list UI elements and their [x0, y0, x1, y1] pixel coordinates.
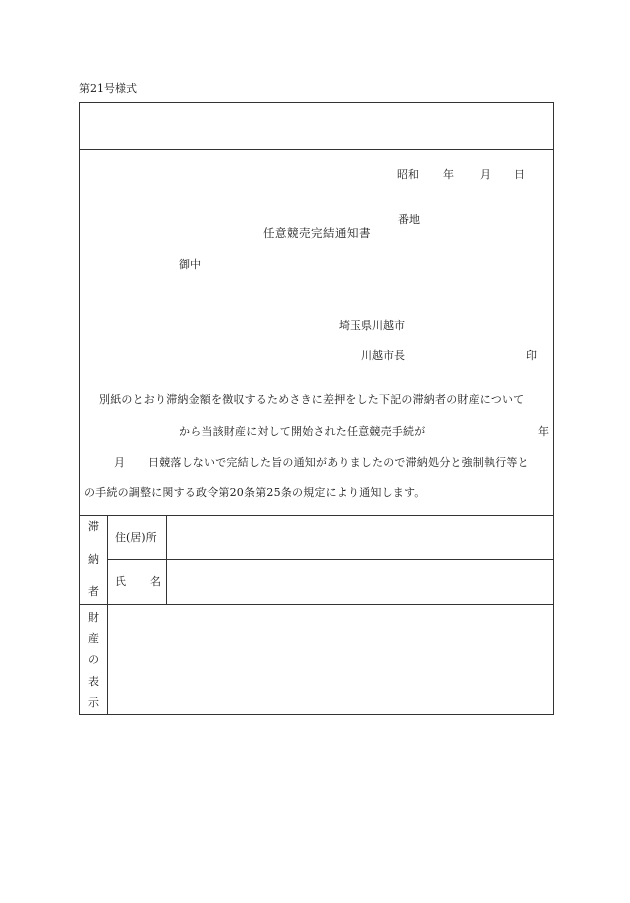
body-line-4: の手続の調整に関する政令第20条第25条の規定により通知します。	[84, 486, 426, 499]
address-row-divider	[107, 559, 553, 560]
name-label-second: 名	[150, 575, 161, 588]
body-line-1: 別紙のとおり滞納金額を徴収するためさきに差押をした下記の滞納者の財産について	[99, 393, 525, 406]
date-year: 年	[443, 168, 454, 181]
delinquent-label-char: 滞	[88, 520, 99, 533]
table-top-divider	[80, 515, 553, 516]
body-line-3-month: 月	[114, 456, 126, 469]
body-line-3: 日競落しないで完結した旨の通知がありましたので滞納処分と強制執行等と	[148, 456, 529, 469]
label-column-divider	[107, 515, 108, 714]
delinquent-label-char: 納	[88, 553, 99, 566]
document-title: 任意競売完結通知書	[263, 226, 371, 240]
name-label-first: 氏	[115, 575, 126, 588]
body-line-2-year: 年	[538, 425, 550, 438]
property-label-char: の	[88, 653, 99, 666]
property-label-char: 表	[88, 675, 99, 688]
property-section-divider	[80, 604, 553, 605]
sender-title: 川越市長	[361, 349, 405, 362]
address-label: 住(居)所	[115, 531, 157, 544]
sender-office: 埼玉県川越市	[339, 319, 405, 332]
property-label-char: 示	[88, 696, 99, 709]
addressee-honorific: 御中	[179, 258, 201, 271]
date-era: 昭和	[397, 168, 419, 181]
title-divider	[80, 149, 553, 150]
delinquent-label-char: 者	[88, 585, 99, 598]
seal-mark: 印	[526, 349, 537, 362]
property-label-char: 産	[88, 632, 99, 645]
form-number: 第21号様式	[79, 82, 137, 95]
address-suffix: 番地	[398, 213, 420, 226]
date-day: 日	[514, 168, 525, 181]
body-line-2: から当該財産に対して開始された任意競売手続が	[179, 425, 426, 438]
property-label-char: 財	[88, 611, 99, 624]
date-month: 月	[480, 168, 491, 181]
form-frame	[79, 102, 554, 715]
